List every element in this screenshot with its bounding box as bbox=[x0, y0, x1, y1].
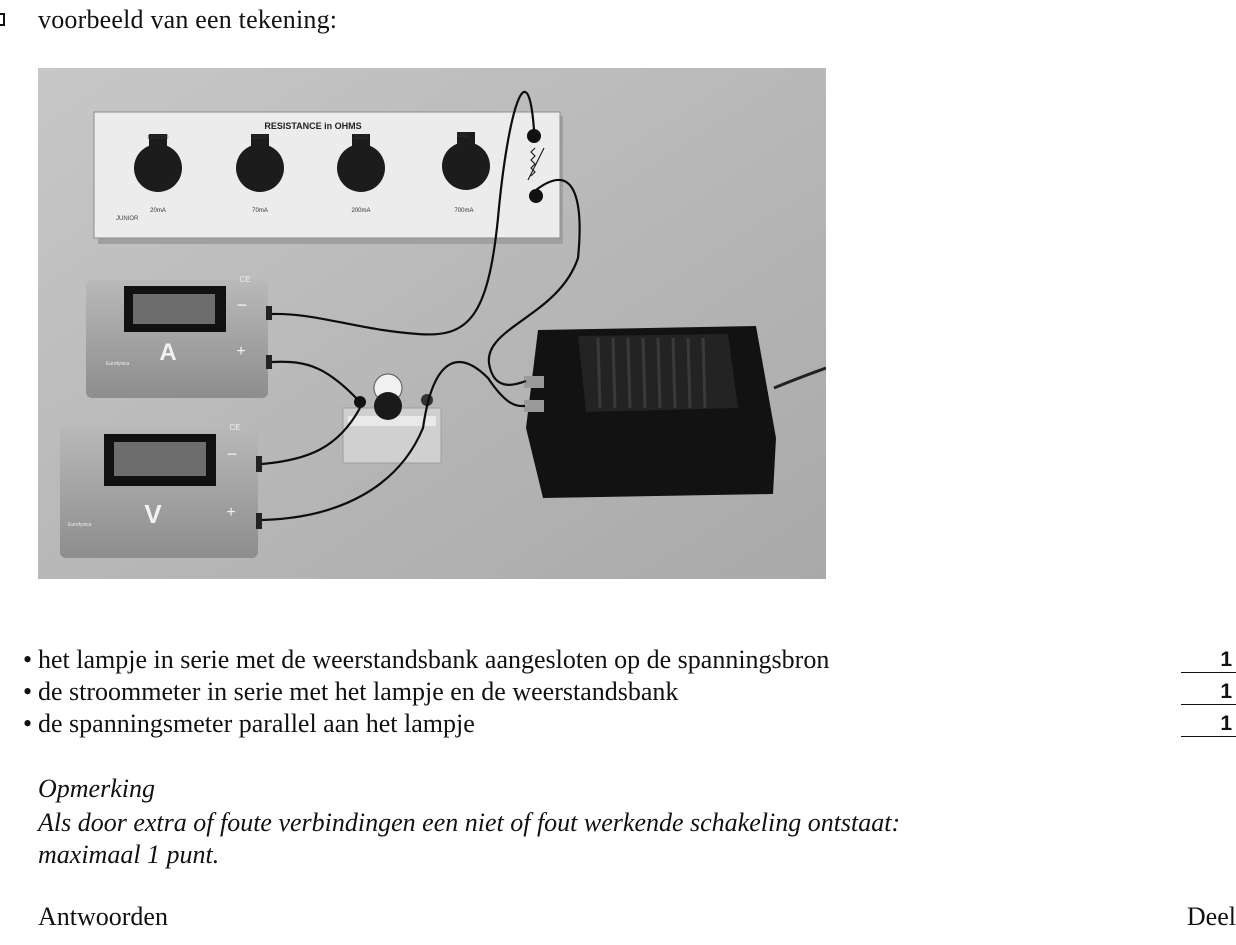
decade-current: 200mA bbox=[351, 208, 371, 214]
criterion-points: 1 bbox=[1181, 645, 1236, 673]
voltmeter bbox=[60, 423, 262, 558]
ammeter bbox=[86, 275, 272, 398]
voltmeter-minus: − bbox=[226, 444, 238, 464]
ammeter-minus: − bbox=[236, 295, 248, 315]
ammeter-symbol: A bbox=[159, 339, 177, 366]
voltmeter-brand: Eurofysica bbox=[68, 522, 92, 528]
decade-current: 20mA bbox=[150, 208, 166, 214]
resistance-bank bbox=[94, 112, 563, 244]
decade-current: 70mA bbox=[252, 208, 268, 214]
bullet-dot: • bbox=[23, 645, 33, 674]
decade-label: Ωx10 bbox=[353, 135, 369, 141]
intro-text: voorbeeld van een tekening: bbox=[38, 5, 338, 34]
criterion-row bbox=[0, 677, 1236, 709]
bullet-dot: • bbox=[23, 709, 33, 738]
note-line-2: maximaal 1 punt. bbox=[38, 840, 220, 869]
decade-label: Ωx1 bbox=[456, 133, 468, 139]
note-title: Opmerking bbox=[38, 774, 155, 803]
decade-label: Ωx1000 bbox=[147, 135, 169, 141]
criterion-row bbox=[0, 645, 1236, 677]
criterion-points: 1 bbox=[1181, 677, 1236, 705]
checkbox-marker bbox=[0, 13, 5, 26]
ammeter-plus: + bbox=[236, 343, 246, 360]
decade-current: 700mA bbox=[454, 208, 474, 214]
resistance-label: RESISTANCE in OHMS bbox=[264, 121, 362, 131]
criterion-text: de stroommeter in serie met het lampje en de weerstandsbank bbox=[38, 677, 679, 706]
voltmeter-symbol: V bbox=[144, 499, 162, 529]
criterion-text: de spanningsmeter parallel aan het lampje bbox=[38, 709, 475, 738]
circuit-photo bbox=[38, 68, 826, 579]
footer-right: Deel bbox=[1186, 902, 1236, 931]
note-line-1: Als door extra of foute verbindingen een niet of fout werkende schakeling ontstaat: bbox=[38, 808, 901, 837]
criterion-points: 1 bbox=[1181, 709, 1236, 737]
bullet-dot: • bbox=[23, 677, 33, 706]
criterion-row bbox=[0, 709, 1236, 741]
voltmeter-ce: CE bbox=[229, 423, 241, 432]
ammeter-brand: Eurofysica bbox=[106, 361, 130, 367]
brand-label: JUNIOR bbox=[116, 216, 139, 222]
ammeter-ce: CE bbox=[239, 275, 251, 284]
criterion-text: het lampje in serie met de weerstandsbank aangesloten op de spanningsbron bbox=[38, 645, 830, 674]
decade-label: Ωx100 bbox=[251, 135, 269, 141]
footer-left: Antwoorden bbox=[38, 902, 168, 931]
voltmeter-plus: + bbox=[226, 504, 236, 521]
